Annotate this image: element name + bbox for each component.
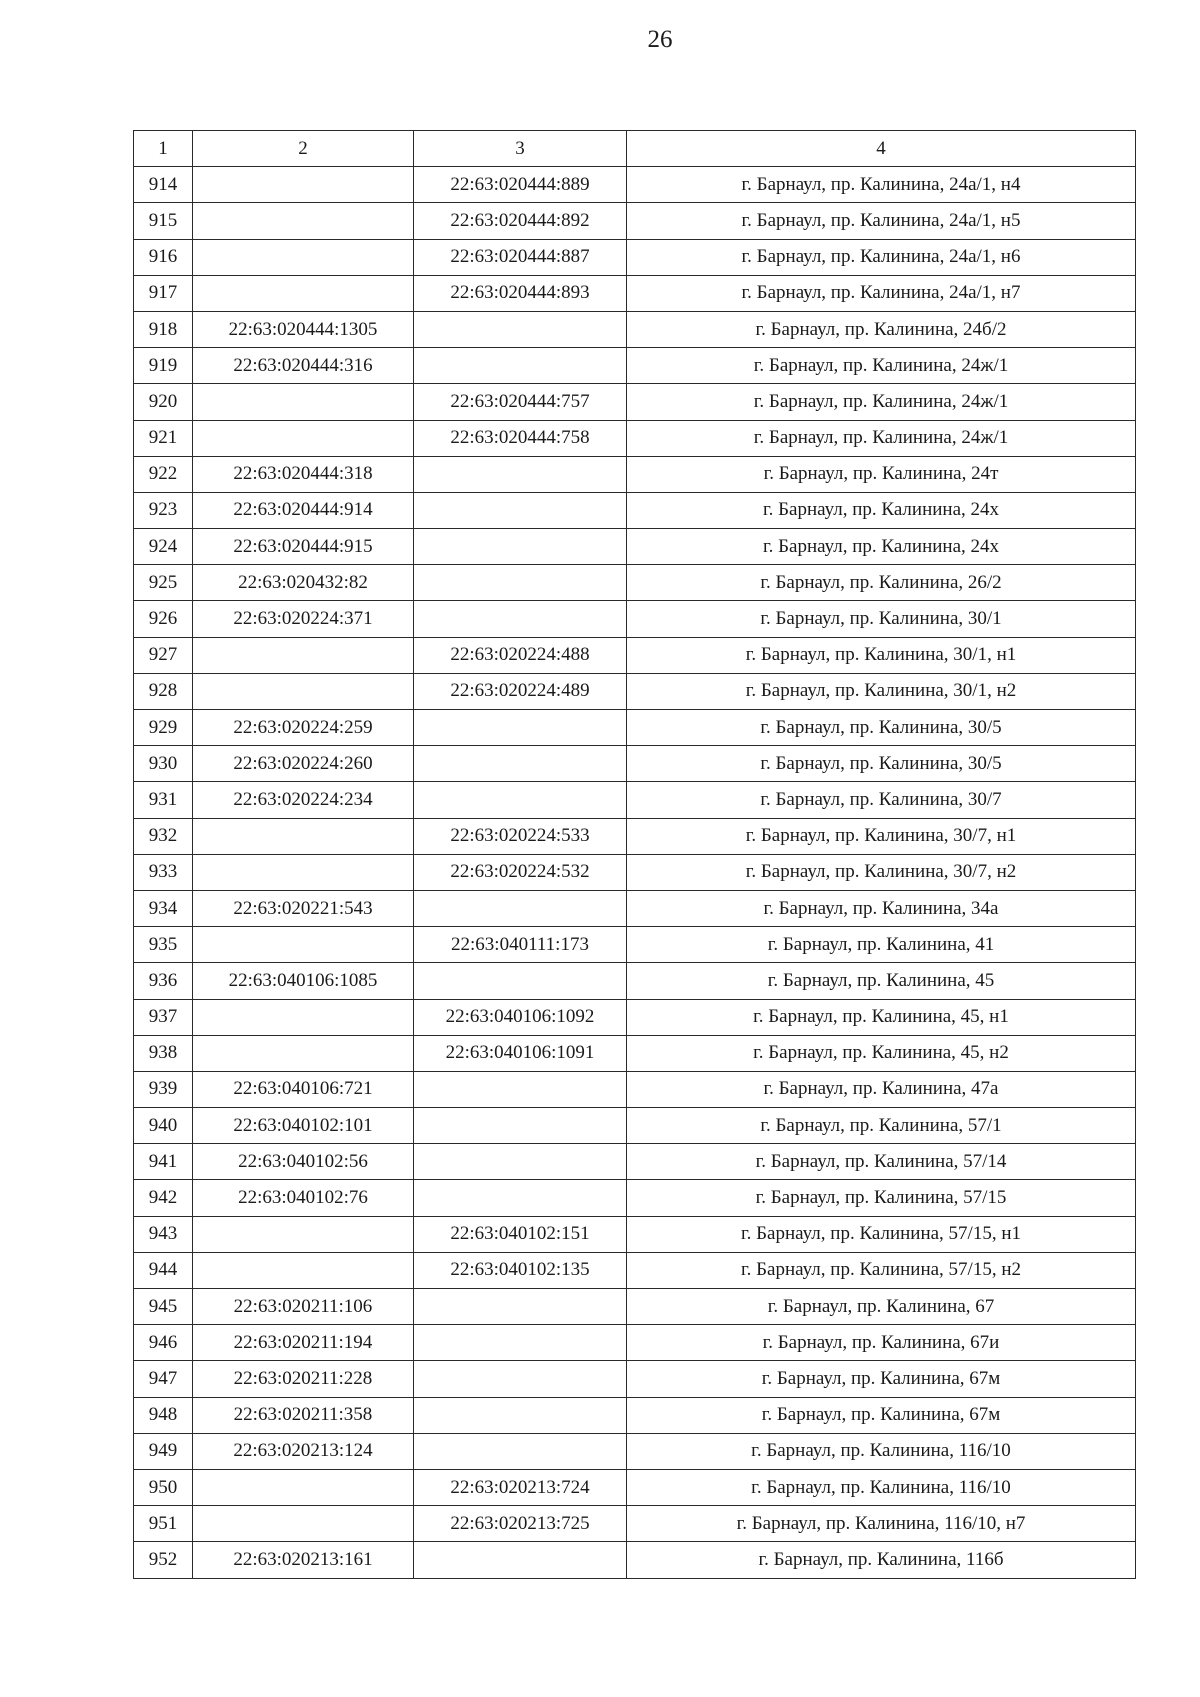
object-cadastral-number-cell: 22:63:020224:532 [414,854,627,890]
address-cell: г. Барнаул, пр. Калинина, 116/10, н7 [627,1506,1136,1542]
object-cadastral-number-cell [414,1289,627,1325]
row-number-cell: 932 [134,818,193,854]
cadastral-number-cell: 22:63:020211:194 [193,1325,414,1361]
cadastral-number-cell: 22:63:020221:543 [193,890,414,926]
row-number-cell: 947 [134,1361,193,1397]
row-number-cell: 951 [134,1506,193,1542]
table-row [134,1361,1136,1397]
row-number-cell: 928 [134,673,193,709]
address-cell: г. Барнаул, пр. Калинина, 26/2 [627,565,1136,601]
table-row [134,927,1136,963]
row-number-cell: 952 [134,1542,193,1578]
table-row [134,1506,1136,1542]
address-cell: г. Барнаул, пр. Калинина, 24х [627,529,1136,565]
address-cell: г. Барнаул, пр. Калинина, 57/14 [627,1144,1136,1180]
address-cell: г. Барнаул, пр. Калинина, 24а/1, н6 [627,239,1136,275]
object-cadastral-number-cell: 22:63:020444:887 [414,239,627,275]
object-cadastral-number-cell: 22:63:020444:757 [414,384,627,420]
table-body [134,167,1136,1578]
header-col-4: 4 [627,131,1136,167]
address-cell: г. Барнаул, пр. Калинина, 24ж/1 [627,384,1136,420]
address-cell: г. Барнаул, пр. Калинина, 67 [627,1289,1136,1325]
table-row [134,963,1136,999]
object-cadastral-number-cell [414,1180,627,1216]
cadastral-number-cell: 22:63:020444:915 [193,529,414,565]
row-number-cell: 921 [134,420,193,456]
cadastral-number-cell: 22:63:020444:914 [193,492,414,528]
row-number-cell: 925 [134,565,193,601]
address-cell: г. Барнаул, пр. Калинина, 45 [627,963,1136,999]
object-cadastral-number-cell [414,456,627,492]
address-cell: г. Барнаул, пр. Калинина, 30/5 [627,710,1136,746]
address-cell: г. Барнаул, пр. Калинина, 24т [627,456,1136,492]
object-cadastral-number-cell: 22:63:040102:151 [414,1216,627,1252]
row-number-cell: 934 [134,890,193,926]
address-cell: г. Барнаул, пр. Калинина, 30/7, н1 [627,818,1136,854]
cadastral-number-cell: 22:63:040106:721 [193,1071,414,1107]
table-row [134,384,1136,420]
object-cadastral-number-cell [414,311,627,347]
row-number-cell: 943 [134,1216,193,1252]
address-cell: г. Барнаул, пр. Калинина, 67и [627,1325,1136,1361]
address-cell: г. Барнаул, пр. Калинина, 30/7 [627,782,1136,818]
row-number-cell: 914 [134,167,193,203]
cadastral-number-cell: 22:63:020211:358 [193,1397,414,1433]
table-row [134,1035,1136,1071]
object-cadastral-number-cell [414,529,627,565]
cadastral-number-cell [193,420,414,456]
address-cell: г. Барнаул, пр. Калинина, 30/7, н2 [627,854,1136,890]
table-row [134,746,1136,782]
row-number-cell: 917 [134,275,193,311]
cadastral-number-cell: 22:63:020224:371 [193,601,414,637]
cadastral-number-cell [193,167,414,203]
header-col-1: 1 [134,131,193,167]
row-number-cell: 916 [134,239,193,275]
address-cell: г. Барнаул, пр. Калинина, 24б/2 [627,311,1136,347]
cadastral-number-cell [193,1469,414,1505]
row-number-cell: 933 [134,854,193,890]
row-number-cell: 920 [134,384,193,420]
object-cadastral-number-cell: 22:63:020444:889 [414,167,627,203]
object-cadastral-number-cell [414,710,627,746]
table-row [134,1433,1136,1469]
cadastral-number-cell: 22:63:020444:316 [193,348,414,384]
object-cadastral-number-cell: 22:63:020224:488 [414,637,627,673]
address-cell: г. Барнаул, пр. Калинина, 24а/1, н7 [627,275,1136,311]
table-row [134,673,1136,709]
table-row [134,999,1136,1035]
object-cadastral-number-cell [414,348,627,384]
cadastral-number-cell: 22:63:020224:260 [193,746,414,782]
object-cadastral-number-cell: 22:63:040106:1092 [414,999,627,1035]
cadastral-number-cell [193,999,414,1035]
object-cadastral-number-cell: 22:63:020224:489 [414,673,627,709]
table-row [134,710,1136,746]
header-col-3: 3 [414,131,627,167]
table-row [134,565,1136,601]
table-row [134,854,1136,890]
object-cadastral-number-cell: 22:63:020213:724 [414,1469,627,1505]
object-cadastral-number-cell [414,1542,627,1578]
address-cell: г. Барнаул, пр. Калинина, 47а [627,1071,1136,1107]
cadastral-number-cell: 22:63:020432:82 [193,565,414,601]
cadastral-number-cell [193,1035,414,1071]
table-row [134,311,1136,347]
object-cadastral-number-cell: 22:63:020213:725 [414,1506,627,1542]
cadastral-number-cell: 22:63:020213:124 [193,1433,414,1469]
table-row [134,1071,1136,1107]
registry-table [133,130,1136,1579]
row-number-cell: 922 [134,456,193,492]
address-cell: г. Барнаул, пр. Калинина, 116/10 [627,1469,1136,1505]
cadastral-number-cell [193,1252,414,1288]
table-row [134,637,1136,673]
row-number-cell: 936 [134,963,193,999]
object-cadastral-number-cell: 22:63:020444:892 [414,203,627,239]
cadastral-number-cell [193,927,414,963]
object-cadastral-number-cell [414,1325,627,1361]
table-row [134,1397,1136,1433]
object-cadastral-number-cell: 22:63:020444:758 [414,420,627,456]
table-row [134,1180,1136,1216]
table-row [134,1469,1136,1505]
table-row [134,818,1136,854]
address-cell: г. Барнаул, пр. Калинина, 24ж/1 [627,420,1136,456]
object-cadastral-number-cell [414,1071,627,1107]
cadastral-number-cell: 22:63:020211:106 [193,1289,414,1325]
table-row [134,529,1136,565]
address-cell: г. Барнаул, пр. Калинина, 57/15, н2 [627,1252,1136,1288]
row-number-cell: 918 [134,311,193,347]
row-number-cell: 950 [134,1469,193,1505]
table-row [134,1289,1136,1325]
address-cell: г. Барнаул, пр. Калинина, 30/1 [627,601,1136,637]
address-cell: г. Барнаул, пр. Калинина, 24х [627,492,1136,528]
table-row [134,1144,1136,1180]
address-cell: г. Барнаул, пр. Калинина, 41 [627,927,1136,963]
cadastral-number-cell: 22:63:020224:234 [193,782,414,818]
row-number-cell: 946 [134,1325,193,1361]
address-cell: г. Барнаул, пр. Калинина, 57/15, н1 [627,1216,1136,1252]
address-cell: г. Барнаул, пр. Калинина, 57/15 [627,1180,1136,1216]
address-cell: г. Барнаул, пр. Калинина, 57/1 [627,1108,1136,1144]
row-number-cell: 937 [134,999,193,1035]
table-row [134,420,1136,456]
table-row [134,275,1136,311]
row-number-cell: 931 [134,782,193,818]
header-row [134,131,1136,167]
cadastral-number-cell: 22:63:020444:318 [193,456,414,492]
object-cadastral-number-cell [414,1397,627,1433]
address-cell: г. Барнаул, пр. Калинина, 67м [627,1397,1136,1433]
object-cadastral-number-cell: 22:63:040102:135 [414,1252,627,1288]
address-cell: г. Барнаул, пр. Калинина, 30/1, н2 [627,673,1136,709]
cadastral-number-cell: 22:63:020213:161 [193,1542,414,1578]
cadastral-number-cell: 22:63:020224:259 [193,710,414,746]
address-cell: г. Барнаул, пр. Калинина, 34а [627,890,1136,926]
cadastral-number-cell: 22:63:020444:1305 [193,311,414,347]
row-number-cell: 915 [134,203,193,239]
table-row [134,1325,1136,1361]
object-cadastral-number-cell [414,963,627,999]
address-cell: г. Барнаул, пр. Калинина, 116/10 [627,1433,1136,1469]
row-number-cell: 948 [134,1397,193,1433]
row-number-cell: 927 [134,637,193,673]
table-row [134,1252,1136,1288]
cadastral-number-cell: 22:63:020211:228 [193,1361,414,1397]
table-row [134,601,1136,637]
object-cadastral-number-cell [414,1108,627,1144]
cadastral-number-cell [193,818,414,854]
cadastral-number-cell [193,203,414,239]
row-number-cell: 926 [134,601,193,637]
cadastral-number-cell: 22:63:040102:76 [193,1180,414,1216]
address-cell: г. Барнаул, пр. Калинина, 30/5 [627,746,1136,782]
object-cadastral-number-cell [414,782,627,818]
object-cadastral-number-cell: 22:63:020224:533 [414,818,627,854]
cadastral-number-cell [193,1506,414,1542]
object-cadastral-number-cell [414,746,627,782]
cadastral-number-cell [193,637,414,673]
row-number-cell: 949 [134,1433,193,1469]
address-cell: г. Барнаул, пр. Калинина, 45, н2 [627,1035,1136,1071]
table-row [134,492,1136,528]
row-number-cell: 923 [134,492,193,528]
cadastral-number-cell [193,239,414,275]
table-header [134,131,1136,167]
object-cadastral-number-cell [414,492,627,528]
table-row [134,1216,1136,1252]
cadastral-number-cell [193,384,414,420]
cadastral-number-cell [193,854,414,890]
object-cadastral-number-cell [414,1144,627,1180]
cadastral-number-cell [193,673,414,709]
row-number-cell: 944 [134,1252,193,1288]
address-cell: г. Барнаул, пр. Калинина, 30/1, н1 [627,637,1136,673]
row-number-cell: 924 [134,529,193,565]
row-number-cell: 942 [134,1180,193,1216]
row-number-cell: 945 [134,1289,193,1325]
row-number-cell: 929 [134,710,193,746]
table-row [134,782,1136,818]
address-cell: г. Барнаул, пр. Калинина, 24а/1, н5 [627,203,1136,239]
table-row [134,239,1136,275]
address-cell: г. Барнаул, пр. Калинина, 67м [627,1361,1136,1397]
row-number-cell: 935 [134,927,193,963]
table-row [134,890,1136,926]
object-cadastral-number-cell [414,890,627,926]
cadastral-number-cell: 22:63:040106:1085 [193,963,414,999]
row-number-cell: 919 [134,348,193,384]
object-cadastral-number-cell: 22:63:040106:1091 [414,1035,627,1071]
cadastral-number-cell [193,275,414,311]
page-number: 26 [647,26,673,53]
address-cell: г. Барнаул, пр. Калинина, 116б [627,1542,1136,1578]
row-number-cell: 930 [134,746,193,782]
object-cadastral-number-cell [414,601,627,637]
table-row [134,1108,1136,1144]
address-cell: г. Барнаул, пр. Калинина, 24ж/1 [627,348,1136,384]
header-col-2: 2 [193,131,414,167]
object-cadastral-number-cell: 22:63:020444:893 [414,275,627,311]
row-number-cell: 940 [134,1108,193,1144]
table-row [134,167,1136,203]
cadastral-number-cell: 22:63:040102:101 [193,1108,414,1144]
cadastral-number-cell: 22:63:040102:56 [193,1144,414,1180]
object-cadastral-number-cell [414,1433,627,1469]
address-cell: г. Барнаул, пр. Калинина, 24а/1, н4 [627,167,1136,203]
object-cadastral-number-cell: 22:63:040111:173 [414,927,627,963]
object-cadastral-number-cell [414,565,627,601]
table-row [134,1542,1136,1578]
table-row [134,456,1136,492]
table-row [134,203,1136,239]
table-row [134,348,1136,384]
row-number-cell: 938 [134,1035,193,1071]
address-cell: г. Барнаул, пр. Калинина, 45, н1 [627,999,1136,1035]
object-cadastral-number-cell [414,1361,627,1397]
cadastral-number-cell [193,1216,414,1252]
row-number-cell: 939 [134,1071,193,1107]
row-number-cell: 941 [134,1144,193,1180]
